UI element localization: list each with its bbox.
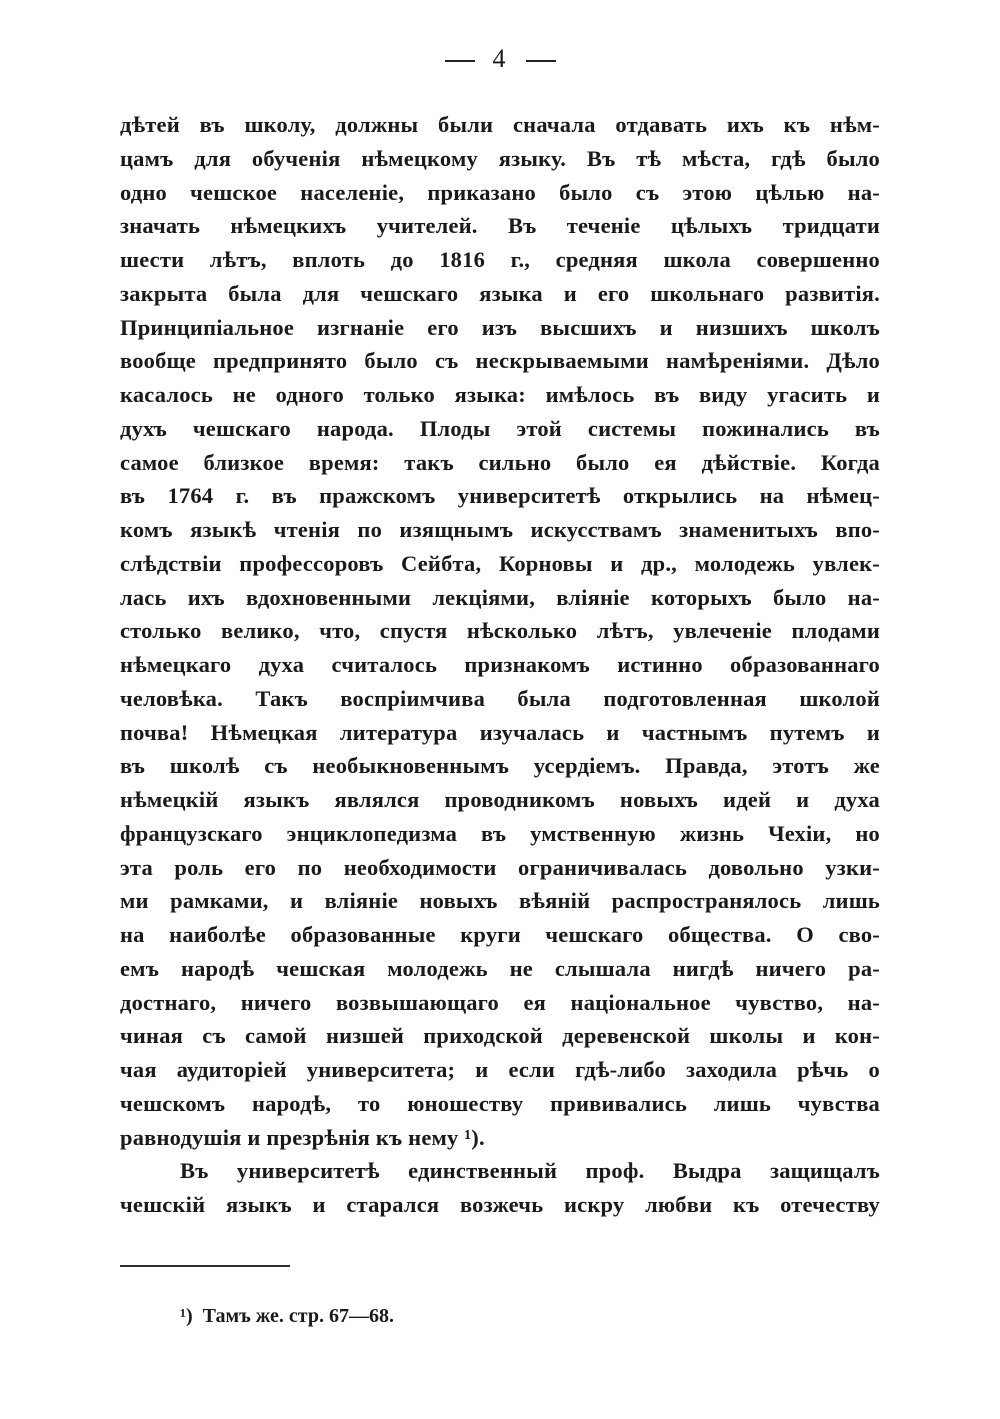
text-line: чешскій языкъ и старался возжечь искру любви къ отечеству [120, 1192, 880, 1217]
text-line: закрыта была для чешскаго языка и его школьнаго развитія. [120, 280, 880, 306]
text-line: нѣмецкаго духа считалось признакомъ истинно образованнаго [120, 652, 880, 677]
text-line-paragraph-end: равнодушія и презрѣнія къ нему ¹). [120, 1124, 485, 1150]
text-line: духъ чешскаго народа. Плоды этой системы пожинались въ [120, 415, 880, 441]
text-line: достнаго, ничего возвышающаго ея національное чувство, на- [120, 989, 880, 1015]
text-line: чиная съ самой низшей приходской деревенской школы и кон- [120, 1023, 880, 1049]
text-line: значать нѣмецкихъ учителей. Въ теченіе цѣлыхъ тридцати [120, 213, 880, 239]
text-line: лась ихъ вдохновенными лекціями, вліяніе которыхъ было на- [120, 584, 880, 610]
text-line: вообще предпринято было съ нескрываемыми намѣреніями. Дѣло [120, 348, 880, 374]
text-line: ми рамками, и вліяніе новыхъ вѣяній распространялось лишь [120, 888, 880, 914]
text-line: столько велико, что, спустя нѣсколько лѣтъ, увлеченіе плодами [120, 618, 880, 644]
text-line: цамъ для обученія нѣмецкому языку. Въ тѣ мѣста, гдѣ было [120, 145, 880, 171]
page-number: 4 [492, 44, 508, 73]
text-line: почва! Нѣмецкая литература изучалась и частнымъ путемъ и [120, 719, 880, 745]
footnote [180, 1305, 394, 1328]
text-line: слѣдствіи профессоровъ Сейбта, Корновы и др., молодежь увлек- [120, 550, 880, 576]
text-line: емъ народѣ чешская молодежь не слышала нигдѣ ничего ра- [120, 955, 880, 981]
footnote-text: Тамъ же. стр. 67—68. [202, 1305, 394, 1327]
text-line: одно чешское населеніе, приказано было съ этою цѣлью на- [120, 179, 880, 205]
text-line: нѣмецкій языкъ являлся проводникомъ новыхъ идей и духа [120, 787, 880, 812]
text-line: комъ языкѣ чтенія по изящнымъ искусствамъ знаменитыхъ впо- [120, 517, 880, 542]
text-line: чешскомъ народѣ, то юношеству прививались лишь чувства [120, 1090, 880, 1116]
text-line: французскаго энциклопедизма въ умственную жизнь Чехіи, но [120, 820, 880, 846]
text-line: въ школѣ съ необыкновеннымъ усердіемъ. Правда, этотъ же [120, 753, 880, 779]
dash-left [445, 60, 475, 62]
footnote-divider [120, 1265, 290, 1267]
text-line: самое близкое время: такъ сильно было ея дѣйствіе. Когда [120, 449, 880, 475]
text-line: касалось не одного только языка: имѣлось въ виду угасить и [120, 382, 880, 407]
text-line: дѣтей въ школу, должны были сначала отдавать ихъ къ нѣм- [120, 112, 880, 137]
dash-right [526, 60, 556, 62]
text-line: на наиболѣе образованные круги чешскаго общества. О сво- [120, 922, 880, 947]
text-line: шести лѣтъ, вплоть до 1816 г., средняя школа совершенно [120, 247, 880, 272]
text-line: чая аудиторіей университета; и если гдѣ-либо заходила рѣчь о [120, 1057, 880, 1082]
footnote-marker: ¹) [180, 1305, 193, 1327]
body-text [120, 108, 880, 1222]
text-line-paragraph-start: Въ университетѣ единственный проф. Выдра защищалъ [180, 1158, 880, 1184]
text-line: эта роль его по необходимости ограничивалась довольно узки- [120, 854, 880, 880]
text-line: Принципіальное изгнаніе его изъ высшихъ и низшихъ школъ [120, 314, 880, 340]
text-line: въ 1764 г. въ пражскомъ университетѣ открылись на нѣмец- [120, 483, 880, 509]
page-number-header [0, 44, 1000, 74]
text-line: человѣка. Такъ воспріимчива была подготовленная школой [120, 685, 880, 711]
